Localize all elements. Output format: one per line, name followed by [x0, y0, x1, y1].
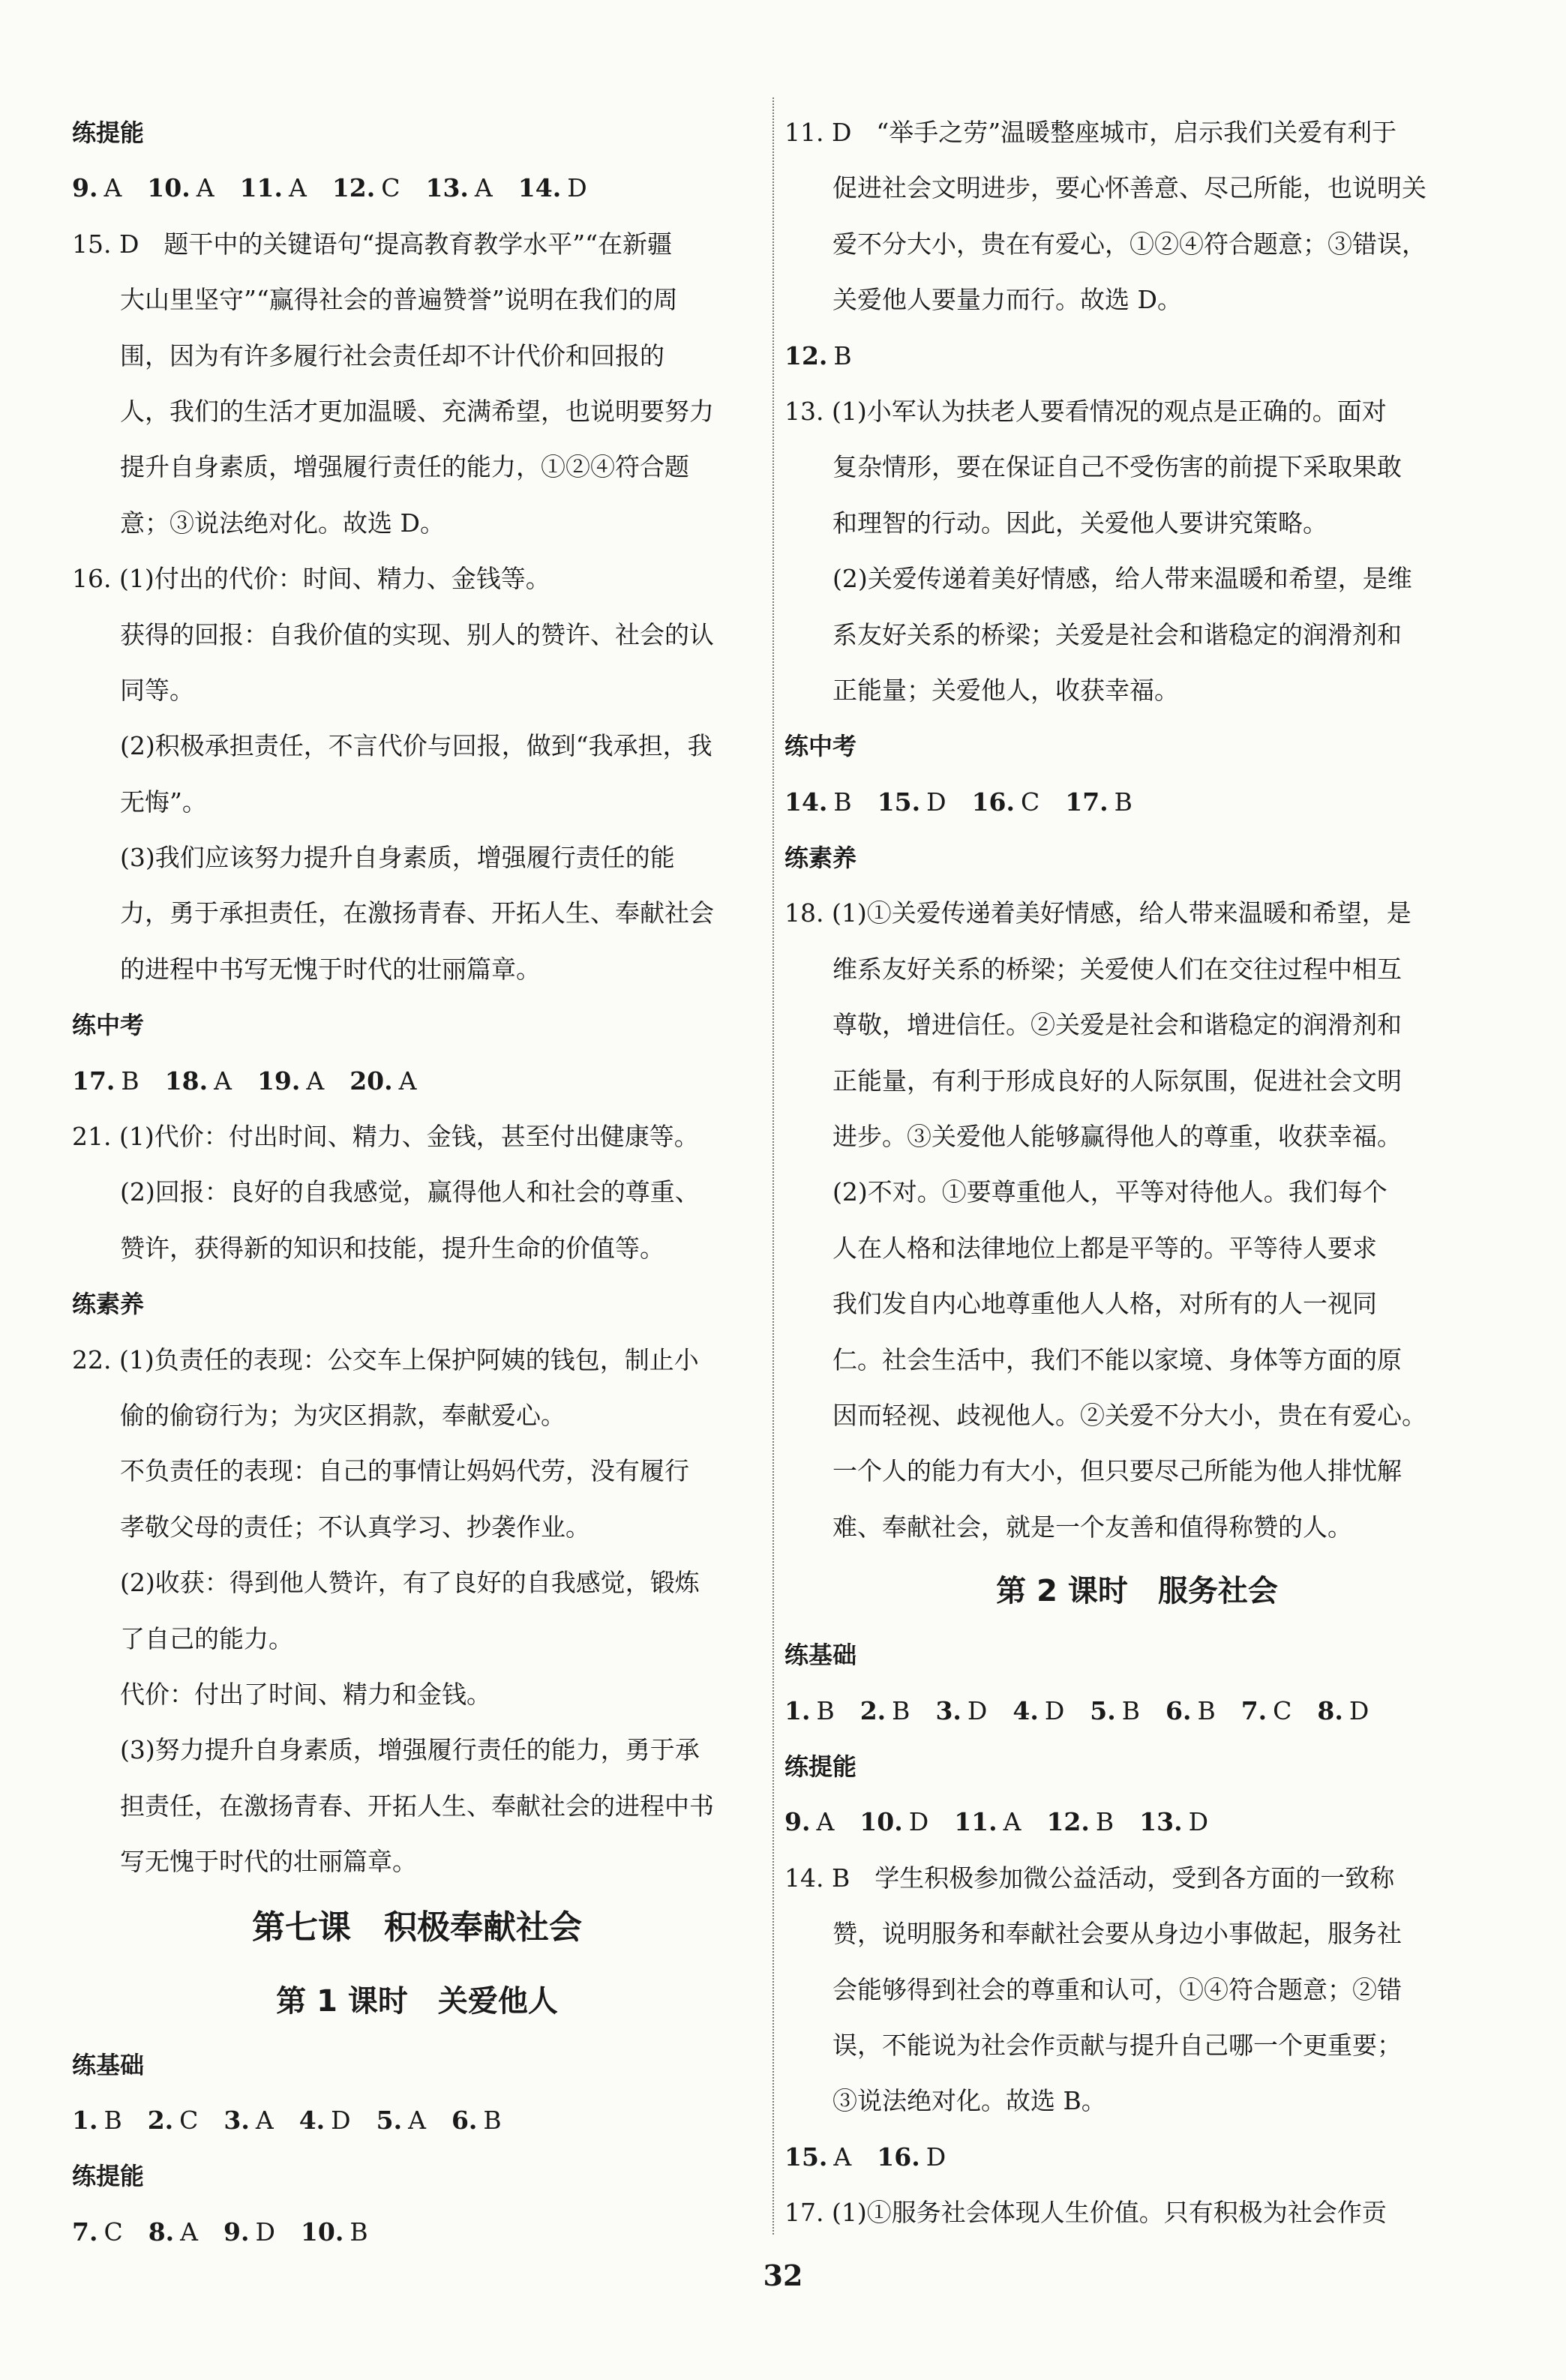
text-line: 复杂情形，要在保证自己不受伤害的前提下采取果敢: [832, 452, 1402, 482]
question-number: 11.: [954, 1807, 998, 1837]
text-line: 正能量，有利于形成良好的人际氛围，促进社会文明: [832, 1066, 1402, 1096]
question-number: 6.: [1166, 1695, 1192, 1725]
text-line: 21. (1)代价：付出时间、精力、金钱，甚至付出健康等。: [72, 1122, 699, 1152]
text-line: (2)积极承担责任，不言代价与回报，做到“我承担，我: [120, 731, 712, 761]
answer-letter: A: [816, 1807, 835, 1837]
question-number: 9.: [224, 2217, 250, 2247]
answer-letter: B: [833, 340, 852, 370]
text-line: (3)努力提升自身素质，增强履行责任的能力，勇于承: [120, 1735, 700, 1765]
question-number: 14.: [784, 787, 828, 817]
question-number: 14.: [518, 173, 562, 203]
column-divider: [772, 97, 774, 2235]
text-line: 同等。: [120, 675, 194, 705]
text-line: 18. (1)①关爱传递着美好情感，给人带来温暖和希望，是: [784, 898, 1412, 928]
text-line: 孝敬父母的责任；不认真学习、抄袭作业。: [120, 1512, 590, 1542]
text-line: 促进社会文明进步，要心怀善意、尽己所能，也说明关: [832, 173, 1426, 203]
answer-item: [518, 173, 587, 202]
answer-item: [954, 1807, 1021, 1836]
answer-letter: D: [926, 2142, 946, 2172]
answer-letter: A: [1003, 1807, 1022, 1837]
question-number: 3.: [224, 2105, 250, 2135]
question-number: 16.: [971, 787, 1015, 817]
text-line: 围，因为有许多履行社会责任却不计代价和回报的: [120, 340, 664, 370]
lesson-title: 第七课 积极奉献社会: [252, 1908, 582, 1947]
text-line: 偷的偷窃行为；为灾区捐款，奉献爱心。: [120, 1400, 566, 1430]
answer-item: [877, 2142, 946, 2172]
answer-item: [426, 173, 493, 202]
question-number: 1.: [784, 1695, 811, 1725]
question-number: 5.: [376, 2105, 403, 2135]
answer-letter: B: [892, 1695, 910, 1725]
question-number: 12.: [332, 173, 376, 203]
answer-letter: D: [1188, 1807, 1209, 1837]
text-line: 了自己的能力。: [120, 1623, 293, 1653]
text-line: 的进程中书写无愧于时代的壮丽篇章。: [120, 954, 541, 984]
question-number: 13.: [1139, 1807, 1183, 1837]
answer-item: [1166, 1696, 1216, 1725]
question-number: 20.: [350, 1066, 393, 1096]
question-number: 10.: [300, 2217, 344, 2247]
text-line: 人，我们的生活才更加温暖、充满希望，也说明要努力: [120, 396, 714, 426]
text-line: 维系友好关系的桥梁；关爱使人们在交往过程中相互: [832, 954, 1402, 984]
text-line: (2)关爱传递着美好情感，给人带来温暖和希望，是维: [832, 564, 1412, 594]
answer-item: [332, 173, 400, 202]
answer-letter: B: [816, 1695, 835, 1725]
answer-letter: C: [1021, 787, 1040, 817]
section-heading: 练基础: [72, 2050, 145, 2079]
text-line: 力，勇于承担责任，在激扬青春、开拓人生、奉献社会: [120, 898, 714, 928]
question-number: 4.: [1012, 1695, 1039, 1725]
answer-row: [784, 1794, 1490, 1850]
question-number: 19.: [256, 1066, 301, 1096]
answer-letter: A: [398, 1066, 417, 1096]
question-number: 18.: [164, 1066, 208, 1096]
text-line: 会能够得到社会的尊重和认可，①④符合题意；②错: [832, 1974, 1402, 2004]
question-number: 17.: [1065, 787, 1108, 817]
answer-item: [240, 173, 307, 202]
text-line: 赞许，获得新的知识和技能，提升生命的价值等。: [120, 1233, 664, 1263]
answer-item: [257, 1066, 324, 1096]
answer-letter: D: [1044, 1695, 1065, 1725]
answer-letter: B: [104, 2105, 122, 2135]
answer-letter: D: [967, 1695, 988, 1725]
text-line: 难、奉献社会，就是一个友善和值得称赞的人。: [832, 1512, 1352, 1542]
question-number: 2.: [860, 1695, 886, 1725]
answer-letter: D: [908, 1807, 929, 1837]
answer-item: [784, 1696, 835, 1725]
text-line: 13. (1)小军认为扶老人要看情况的观点是正确的。面对: [784, 396, 1387, 426]
text-line: 一个人的能力有大小，但只要尽己所能为他人排忧解: [832, 1456, 1402, 1486]
answer-item: [72, 173, 122, 202]
question-number: 12.: [1046, 1807, 1090, 1837]
page-number: 32: [763, 2259, 803, 2292]
answer-item: [1241, 1696, 1292, 1725]
question-number: 17.: [72, 1066, 116, 1096]
answer-letter: D: [255, 2217, 275, 2247]
answer-item: [860, 1696, 910, 1725]
text-line: 误，不能说为社会作贡献与提升自己哪一个更重要；: [832, 2030, 1402, 2060]
answer-letter: C: [104, 2217, 123, 2247]
answer-item: [784, 1807, 834, 1836]
answer-item: [1317, 1696, 1369, 1725]
section-heading: 练提能: [72, 118, 145, 147]
question-number: 10.: [860, 1807, 903, 1837]
answer-item: [1139, 1807, 1208, 1836]
section-heading: 练提能: [72, 2162, 145, 2191]
text-line: 正能量；关爱他人，收获幸福。: [832, 675, 1179, 705]
answer-item: [224, 2217, 275, 2247]
answer-item: [165, 1066, 232, 1096]
question-number: 12.: [784, 340, 828, 370]
answer-item: [1046, 1807, 1114, 1836]
text-line: 因而轻视、歧视他人。②关爱不分大小，贵在有爱心。: [832, 1400, 1426, 1430]
text-line: (2)回报：良好的自我感觉，赢得他人和社会的尊重、: [120, 1177, 700, 1207]
question-number: 15.: [784, 2142, 828, 2172]
text-line: (3)我们应该努力提升自身素质，增强履行责任的能: [120, 843, 675, 873]
answer-row: [784, 775, 1490, 830]
question-number: 8.: [148, 2217, 175, 2247]
answer-item: [784, 341, 852, 370]
answer-item: [452, 2106, 502, 2135]
text-line: (2)不对。①要尊重他人，平等对待他人。我们每个: [832, 1177, 1388, 1207]
answer-item: [1012, 1696, 1064, 1725]
question-number: 11.: [239, 173, 283, 203]
answer-item: [1090, 1696, 1140, 1725]
answer-letter: B: [483, 2105, 502, 2135]
answer-row: [784, 1683, 1490, 1739]
answer-item: [147, 173, 214, 202]
text-line: 赞，说明服务和奉献社会要从身边小事做起，服务社: [832, 1919, 1402, 1949]
answer-letter: C: [1273, 1695, 1292, 1725]
answer-item: [935, 1696, 987, 1725]
question-number: 13.: [425, 173, 469, 203]
answer-letter: C: [179, 2105, 199, 2135]
answer-letter: B: [1095, 1807, 1114, 1837]
answer-letter: A: [474, 173, 493, 203]
section-heading: 练素养: [72, 1290, 145, 1319]
answer-letter: B: [1197, 1695, 1216, 1725]
answer-letter: B: [833, 787, 852, 817]
question-number: 15.: [877, 787, 921, 817]
answer-item: [72, 2106, 122, 2135]
answer-item: [148, 2217, 198, 2247]
left-column: [72, 105, 762, 2260]
answer-item: [72, 2217, 123, 2247]
answer-letter: A: [255, 2105, 274, 2135]
answer-letter: D: [1348, 1695, 1370, 1725]
question-number: 10.: [147, 173, 190, 203]
right-column: [784, 105, 1490, 2241]
answer-row: [72, 160, 762, 216]
answer-item: [878, 787, 946, 817]
text-line: 22. (1)负责任的表现：公交车上保护阿姨的钱包，制止小: [72, 1344, 699, 1374]
answer-item: [784, 2142, 851, 2172]
question-number: 2.: [147, 2105, 174, 2135]
answer-item: [148, 2106, 199, 2135]
question-number: 3.: [935, 1695, 962, 1725]
answer-letter: A: [196, 173, 214, 203]
text-line: (2)收获：得到他人赞许，有了良好的自我感觉，锻炼: [120, 1568, 700, 1598]
question-number: 16.: [877, 2142, 920, 2172]
answer-item: [376, 2106, 426, 2135]
answer-item: [301, 2217, 368, 2247]
question-number: 5.: [1090, 1695, 1116, 1725]
section-title: 第 2 课时 服务社会: [996, 1574, 1278, 1609]
answer-item: [350, 1066, 416, 1096]
text-line: 系友好关系的桥梁；关爱是社会和谐稳定的润滑剂和: [832, 619, 1402, 649]
text-line: 15. D 题干中的关键语句“提高教育教学水平”“在新疆: [72, 229, 673, 259]
text-line: 进步。③关爱他人能够赢得他人的尊重，收获幸福。: [832, 1122, 1402, 1152]
answer-item: [972, 787, 1040, 817]
answer-item: [224, 2106, 273, 2135]
answer-letter: A: [104, 173, 122, 203]
text-line: 人在人格和法律地位上都是平等的。平等待人要求: [832, 1233, 1377, 1263]
answer-row: [72, 2205, 762, 2260]
text-line: 不负责任的表现：自己的事情让妈妈代劳，没有履行: [120, 1456, 689, 1486]
text-line: 意；③说法绝对化。故选 D。: [120, 508, 445, 538]
question-number: 1.: [72, 2105, 98, 2135]
text-line: 无悔”。: [120, 787, 207, 817]
answer-row: [784, 2130, 1490, 2185]
answer-letter: D: [331, 2105, 351, 2135]
answer-row: [72, 2093, 762, 2148]
text-line: 11. D “举手之劳”温暖整座城市，启示我们关爱有利于: [784, 118, 1397, 147]
text-line: 代价：付出了时间、精力和金钱。: [120, 1679, 491, 1709]
text-line: 关爱他人要量力而行。故选 D。: [832, 285, 1182, 315]
text-line: 16. (1)付出的代价：时间、精力、金钱等。: [72, 564, 550, 594]
answer-letter: A: [180, 2217, 198, 2247]
text-line: ③说法绝对化。故选 B。: [832, 2086, 1106, 2116]
question-number: 7.: [1240, 1695, 1268, 1725]
answer-letter: A: [833, 2142, 852, 2172]
answer-letter: D: [926, 787, 946, 817]
answer-row: [784, 328, 1490, 384]
question-number: 8.: [1317, 1695, 1343, 1725]
text-line: 尊敬，增进信任。②关爱是社会和谐稳定的润滑剂和: [832, 1010, 1402, 1040]
text-line: 17. (1)①服务社会体现人生价值。只有积极为社会作贡: [784, 2198, 1387, 2228]
section-heading: 练基础: [784, 1641, 857, 1670]
section-heading: 练素养: [784, 844, 857, 873]
answer-letter: A: [306, 1066, 325, 1096]
answer-letter: B: [1121, 1695, 1140, 1725]
question-number: 9.: [72, 173, 98, 203]
text-line: 我们发自内心地尊重他人人格，对所有的人一视同: [832, 1289, 1377, 1319]
answer-letter: B: [1114, 787, 1132, 817]
text-line: 担责任，在激扬青春、开拓人生、奉献社会的进程中书: [120, 1791, 714, 1821]
text-line: 爱不分大小，贵在有爱心，①②④符合题意；③错误，: [832, 229, 1426, 259]
text-line: 获得的回报：自我价值的实现、别人的赞许、社会的认: [120, 619, 714, 649]
text-line: 14. B 学生积极参加微公益活动，受到各方面的一致称: [784, 1863, 1395, 1893]
answer-row: [72, 1054, 762, 1109]
text-line: 写无愧于时代的壮丽篇章。: [120, 1847, 417, 1877]
text-line: 仁。社会生活中，我们不能以家境、身体等方面的原: [832, 1344, 1402, 1374]
answer-letter: C: [381, 173, 400, 203]
answer-letter: A: [408, 2105, 426, 2135]
answer-letter: A: [214, 1066, 232, 1096]
text-line: 提升自身素质，增强履行责任的能力，①②④符合题: [120, 452, 689, 482]
answer-letter: D: [567, 173, 587, 203]
answer-letter: B: [121, 1066, 140, 1096]
question-number: 7.: [72, 2217, 98, 2247]
answer-item: [1065, 787, 1132, 817]
answer-letter: B: [350, 2217, 368, 2247]
text-line: 和理智的行动。因此，关爱他人要讲究策略。: [832, 508, 1328, 538]
answer-item: [860, 1807, 928, 1836]
answer-letter: A: [288, 173, 307, 203]
section-heading: 练中考: [784, 732, 857, 761]
question-number: 6.: [451, 2105, 478, 2135]
text-line: 大山里坚守”“赢得社会的普遍赞誉”说明在我们的周: [120, 285, 678, 315]
question-number: 9.: [784, 1807, 811, 1837]
answer-item: [72, 1066, 140, 1096]
section-title: 第 1 课时 关爱他人: [276, 1983, 558, 2019]
section-heading: 练提能: [784, 1752, 857, 1781]
section-heading: 练中考: [72, 1011, 145, 1040]
answer-item: [299, 2106, 351, 2135]
question-number: 4.: [298, 2105, 326, 2135]
answer-item: [784, 787, 852, 817]
